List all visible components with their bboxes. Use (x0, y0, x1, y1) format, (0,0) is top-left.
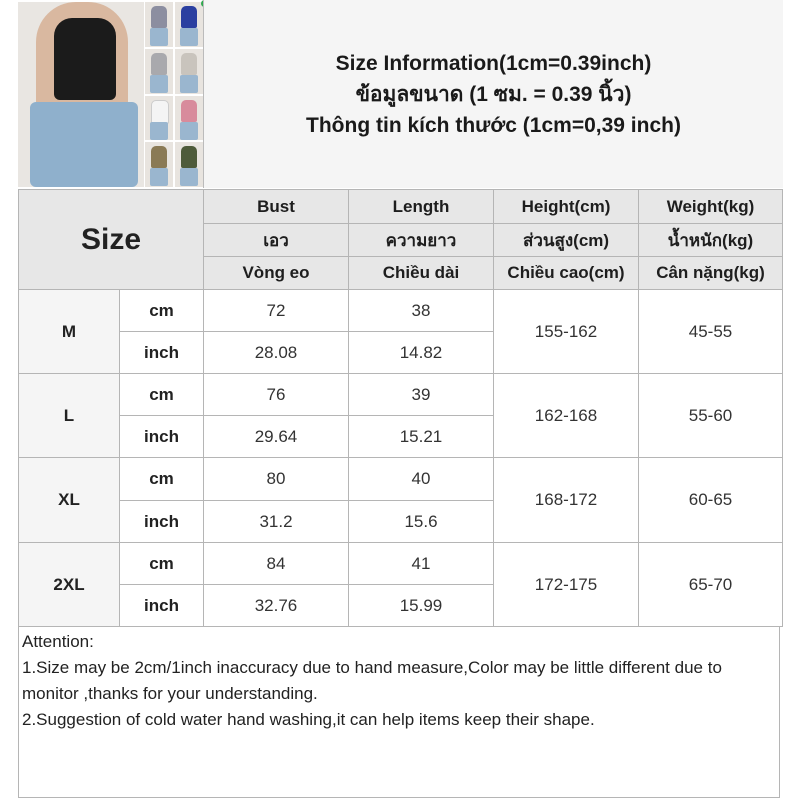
size-header: Size (19, 190, 204, 290)
notes-title: Attention: (22, 632, 94, 651)
size-name: 2XL (19, 543, 120, 627)
length-inch: 15.99 (349, 585, 494, 627)
col-height-th: ส่วนสูง(cm) (494, 224, 639, 257)
weight-range: 60-65 (639, 458, 783, 543)
weight-range: 45-55 (639, 290, 783, 374)
size-table (18, 189, 783, 627)
size-name: XL (19, 458, 120, 543)
col-bust-th: เอว (204, 224, 349, 257)
unit-cm: cm (120, 458, 204, 501)
unit-cm: cm (120, 543, 204, 585)
color-swatch-grid (145, 2, 203, 187)
bust-inch: 32.76 (204, 585, 349, 627)
bust-cm: 76 (204, 374, 349, 416)
product-photo (18, 2, 203, 187)
size-name: M (19, 290, 120, 374)
header-thai: ข้อมูลขนาด (1 ซม. = 0.39 นิ้ว) (355, 82, 632, 106)
attention-notes (18, 627, 780, 798)
bust-inch: 31.2 (204, 501, 349, 543)
color-swatch (145, 49, 173, 94)
unit-inch: inch (120, 332, 204, 374)
color-swatch (175, 96, 203, 141)
col-bust-vi: Vòng eo (204, 257, 349, 290)
col-weight-en: Weight(kg) (639, 190, 783, 224)
col-height-en: Height(cm) (494, 190, 639, 224)
unit-cm: cm (120, 290, 204, 332)
length-inch: 15.21 (349, 416, 494, 458)
height-range: 162-168 (494, 374, 639, 458)
length-cm: 39 (349, 374, 494, 416)
color-swatch (145, 96, 173, 141)
col-bust-en: Bust (204, 190, 349, 224)
height-range: 172-175 (494, 543, 639, 627)
col-weight-th: น้ำหนัก(kg) (639, 224, 783, 257)
col-length-en: Length (349, 190, 494, 224)
col-height-vi: Chiều cao(cm) (494, 257, 639, 290)
unit-inch: inch (120, 501, 204, 543)
note-measurement: 1.Size may be 2cm/1inch inaccuracy due to hand measure,Color may be little different due to monitor ,thanks for your understanding. (22, 658, 722, 703)
unit-inch: inch (120, 585, 204, 627)
height-range: 168-172 (494, 458, 639, 543)
length-inch: 15.6 (349, 501, 494, 543)
color-swatch (175, 142, 203, 187)
color-swatch (145, 142, 173, 187)
bust-inch: 28.08 (204, 332, 349, 374)
length-cm: 38 (349, 290, 494, 332)
length-cm: 40 (349, 458, 494, 501)
size-name: L (19, 374, 120, 458)
weight-range: 65-70 (639, 543, 783, 627)
length-cm: 41 (349, 543, 494, 585)
bust-cm: 72 (204, 290, 349, 332)
height-range: 155-162 (494, 290, 639, 374)
size-information-header (203, 0, 783, 188)
bust-inch: 29.64 (204, 416, 349, 458)
note-washing: 2.Suggestion of cold water hand washing,it can help items keep their shape. (22, 710, 595, 729)
header-english: Size Information(1cm=0.39inch) (335, 51, 652, 75)
model-photo (18, 2, 144, 187)
length-inch: 14.82 (349, 332, 494, 374)
unit-cm: cm (120, 374, 204, 416)
color-swatch (145, 2, 173, 47)
col-length-th: ความยาว (349, 224, 494, 257)
bust-cm: 80 (204, 458, 349, 501)
bust-cm: 84 (204, 543, 349, 585)
col-length-vi: Chiều dài (349, 257, 494, 290)
weight-range: 55-60 (639, 374, 783, 458)
col-weight-vi: Cân nặng(kg) (639, 257, 783, 290)
unit-inch: inch (120, 416, 204, 458)
header-vietnamese: Thông tin kích thước (1cm=0,39 inch) (306, 113, 681, 137)
color-swatch (175, 49, 203, 94)
color-swatch (175, 2, 203, 47)
